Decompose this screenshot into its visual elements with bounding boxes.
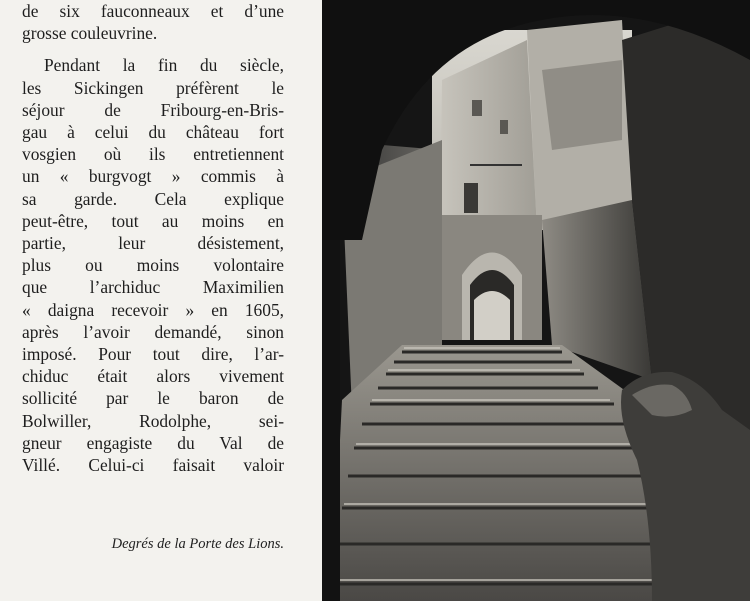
body-text bbox=[22, 0, 284, 476]
text-line: de six fauconneaux et d’une bbox=[22, 1, 284, 21]
text-line: peut-être, tout au moins en bbox=[22, 210, 284, 231]
text-line: sa garde. Cela explique bbox=[22, 188, 284, 209]
tower-window bbox=[500, 120, 508, 134]
text-line: séjour de Fribourg-en-Bris- bbox=[22, 99, 284, 120]
left-edge-shadow bbox=[322, 240, 340, 601]
text-line: Bolwiller, Rodolphe, sei- bbox=[22, 410, 284, 431]
text-line: un « burgvogt » commis à bbox=[22, 166, 284, 187]
stairs bbox=[332, 345, 662, 601]
text-line: sollicité par le baron de bbox=[22, 388, 284, 409]
text-line: vosgien où ils entretiennent bbox=[22, 144, 284, 165]
staircase-illustration bbox=[322, 0, 750, 601]
text-line: grosse couleuvrine. bbox=[22, 23, 158, 44]
text-line: Villé. Celui-ci faisait valoir bbox=[22, 455, 284, 476]
gate-light bbox=[474, 291, 510, 340]
text-line: imposé. Pour tout dire, l’ar- bbox=[22, 344, 284, 365]
lantern bbox=[464, 183, 478, 213]
text-line: gneur engagiste du Val de bbox=[22, 432, 284, 453]
building-shadow bbox=[542, 60, 622, 150]
text-line: Pendant la fin du siècle, bbox=[44, 55, 284, 76]
text-line: après l’avoir demandé, sinon bbox=[22, 321, 284, 342]
text-line: « daigna recevoir » en 1605, bbox=[22, 299, 284, 320]
paragraph-gap bbox=[22, 44, 284, 54]
photo-caption: Degrés de la Porte des Lions. bbox=[111, 536, 284, 552]
text-line: plus ou moins volontaire bbox=[22, 255, 284, 276]
tower-window bbox=[472, 100, 482, 116]
staircase-photo bbox=[322, 0, 750, 601]
text-line: les Sickingen préfèrent le bbox=[22, 77, 284, 98]
text-line: partie, leur désistement, bbox=[22, 233, 284, 254]
text-line: que l’archiduc Maximilien bbox=[22, 277, 284, 298]
text-line: chiduc était alors vivement bbox=[22, 366, 284, 387]
text-line: gau à celui du château fort bbox=[22, 122, 284, 143]
